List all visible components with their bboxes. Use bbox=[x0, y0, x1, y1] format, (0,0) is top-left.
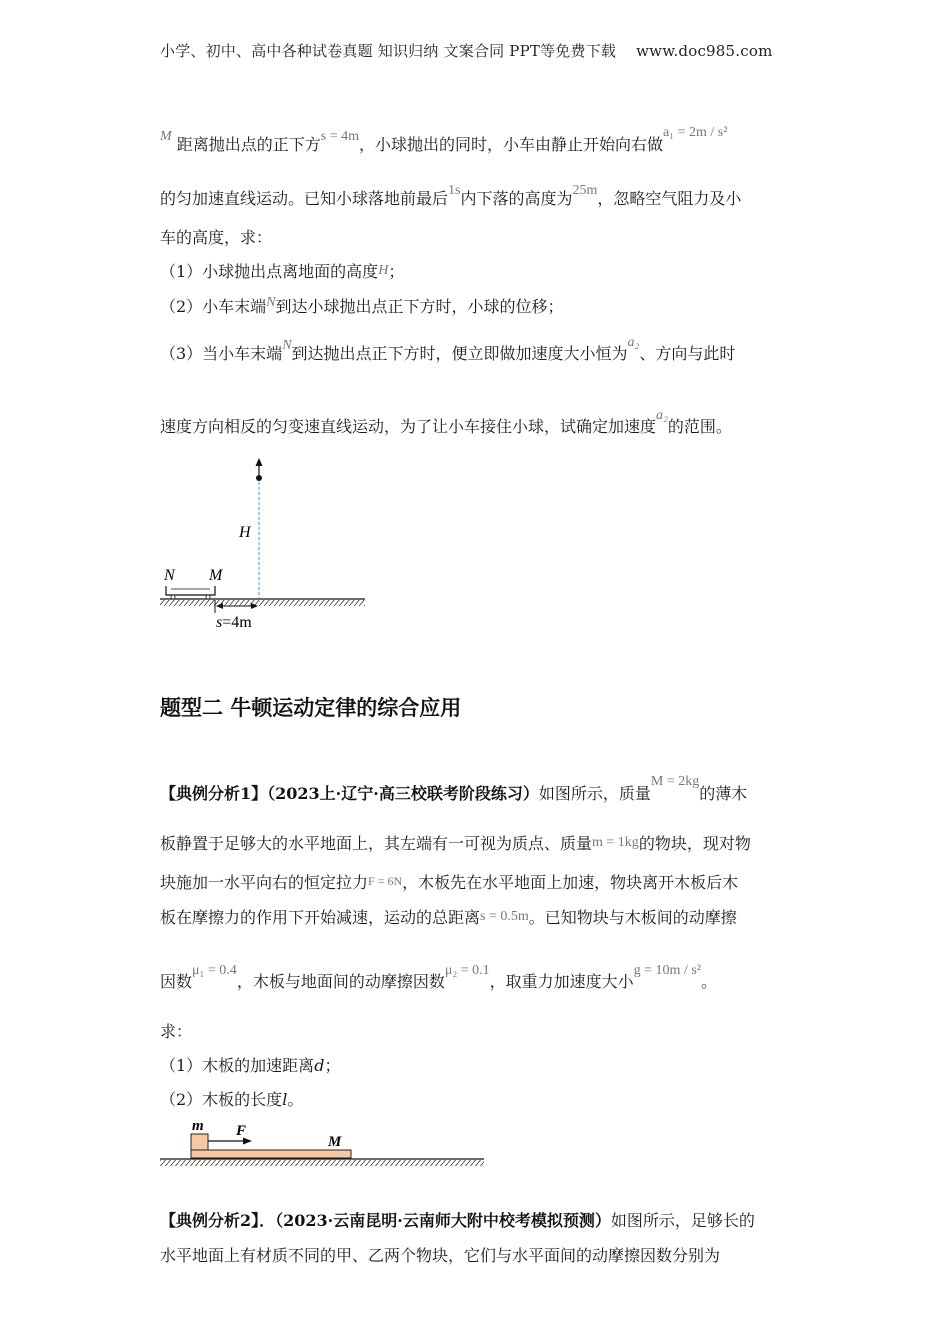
example-source: （2023·云南昆明·云南师大附中校考模拟预测） bbox=[275, 1211, 611, 1230]
ex1-line3: 块施加一水平向右的恒定拉力F = 6N，木板先在水平地面上加速，物块离开木板后木 bbox=[160, 873, 739, 892]
figure-block-board bbox=[158, 1115, 488, 1167]
svg-text:s=4m bbox=[216, 614, 252, 631]
header-url[interactable]: www.doc985.com bbox=[636, 42, 773, 60]
cart bbox=[166, 586, 215, 595]
p1-q3: （3）当小车末端N到达抛出点正下方时，便立即做加速度大小恒为a₂、方向与此时 bbox=[160, 335, 736, 363]
ex1-q1: （1）木板的加速距离d； bbox=[160, 1056, 341, 1075]
formula-g: g = 10m / s² bbox=[633, 963, 701, 978]
p1-line3: 车的高度，求： bbox=[160, 228, 273, 247]
formula-1s: 1s bbox=[448, 183, 461, 198]
ex2-line1: 【典例分析2】．（2023·云南昆明·云南师大附中校考模拟预测）如图所示，足够长的 bbox=[160, 1211, 755, 1230]
ball bbox=[256, 475, 262, 481]
p1-line-last: 速度方向相反的匀变速直线运动，为了让小车接住小球，试确定加速度a₂的范围。 bbox=[160, 408, 732, 436]
p1-line2: 的匀加速直线运动。已知小球落地前最后1s内下落的高度为25m，忽略空气阻力及小 bbox=[160, 183, 742, 208]
formula-distance: s = 0.5m bbox=[480, 909, 529, 924]
board-M bbox=[191, 1150, 351, 1158]
formula-force: F = 6N bbox=[368, 874, 403, 888]
label-f: F bbox=[236, 1123, 247, 1139]
label-s: s bbox=[216, 614, 223, 631]
p1-q2: （2）小车末端N到达小球抛出点正下方时，小球的位移； bbox=[160, 295, 564, 316]
example-tag: 【典例分析2】． bbox=[160, 1211, 276, 1230]
formula-mu2: μ₂ = 0.1 bbox=[444, 963, 490, 978]
header-text: 小学、初中、高中各种试卷真题 知识归纳 文案合同 PPT等免费下载 bbox=[160, 42, 617, 60]
ground-hatch bbox=[160, 1160, 484, 1166]
formula-a1: a₁ = 2m / s² bbox=[663, 125, 728, 140]
ex1-line1: 【典例分析1】（2023上·辽宁·高三校联考阶段练习）如图所示，质量M = 2kg的薄木 bbox=[160, 774, 748, 803]
ex1-line5: 因数μ₁ = 0.4，木板与地面间的动摩擦因数μ₂ = 0.1，取重力加速度大小g = 10m / s²。 bbox=[160, 963, 717, 991]
label-s-value: =4m bbox=[222, 614, 252, 631]
label-m: m bbox=[192, 1118, 204, 1134]
figure-projectile-cart bbox=[155, 455, 375, 635]
label-m: M bbox=[209, 567, 223, 584]
formula-25m: 25m bbox=[572, 183, 598, 198]
formula-mass-m: m = 1kg bbox=[592, 835, 639, 850]
p1-q1: （1）小球抛出点离地面的高度H； bbox=[160, 262, 405, 281]
section-heading: 题型二 牛顿运动定律的综合应用 bbox=[160, 696, 462, 720]
label-M: M bbox=[328, 1134, 342, 1150]
ex2-line2: 水平地面上有材质不同的甲、乙两个物块，它们与水平面间的动摩擦因数分别为 bbox=[160, 1246, 721, 1265]
ex1-q2: （2）木板的长度l。 bbox=[160, 1090, 304, 1109]
ex1-line2: 板静置于足够大的水平地面上，其左端有一可视为质点、质量m = 1kg的物块，现对物 bbox=[160, 834, 751, 853]
formula-mu1: μ₁ = 0.4 bbox=[192, 963, 237, 978]
formula-mass-M: M = 2kg bbox=[650, 774, 700, 789]
ground-hatch bbox=[160, 600, 365, 606]
p1-line1: M 距离抛出点的正下方s = 4m，小球抛出的同时，小车由静止开始向右做a₁ = 2m / s² bbox=[160, 125, 728, 154]
label-h: H bbox=[239, 524, 251, 541]
formula-a2: a₂ bbox=[627, 335, 640, 350]
formula-s: s = 4m bbox=[320, 129, 360, 144]
page-header bbox=[160, 40, 800, 61]
label-n: N bbox=[164, 567, 175, 584]
block-m bbox=[191, 1134, 208, 1150]
example-source: （2023上·辽宁·高三校联考阶段练习） bbox=[267, 784, 539, 803]
example-tag: 【典例分析1】 bbox=[160, 784, 268, 803]
ex1-line6: 求： bbox=[160, 1022, 193, 1041]
ex1-line4: 板在摩擦力的作用下开始减速，运动的总距离s = 0.5m。已知物块与木板间的动摩擦 bbox=[160, 908, 737, 927]
var-M: M bbox=[160, 129, 172, 144]
